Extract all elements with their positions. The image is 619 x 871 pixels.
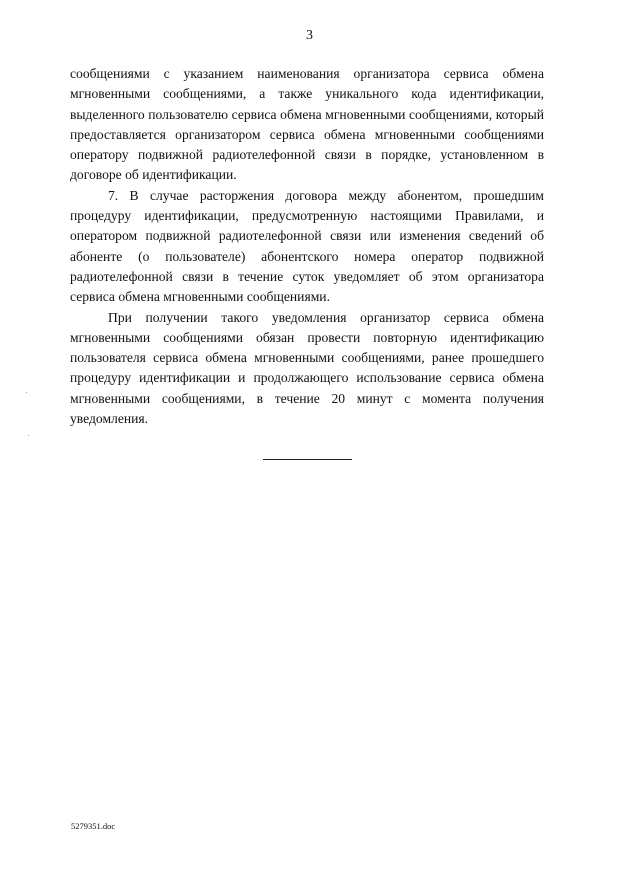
paragraph-continuation: сообщениями с указанием наименования организатора сервиса обмена мгновенными сообщениями, а также уникального кода идентификации, выделенного пользователю сервиса обмена мгновенными сообщениями, который предоставляется организатором сервиса обмена мгновенными сообщениями оператору подвижной радиотелефонной связи в порядке, установленном в договоре об идентификации.: [70, 66, 544, 183]
paragraph-notification: При получении такого уведомления организатор сервиса обмена мгновенными сообщениями обязан провести повторную идентификацию пользователя сервиса обмена мгновенными сообщениями, ранее прошедшего процедуру идентификации и продолжающего использование сервиса обмена мгновенными сообщениями, в течение 20 минут с момента получения уведомления.: [70, 309, 544, 427]
document-body: [70, 64, 544, 429]
page-number: 3: [306, 28, 313, 43]
scan-speck: [26, 392, 27, 393]
end-of-text-separator: [263, 459, 352, 460]
paragraph-clause-7: 7. В случае расторжения договора между абонентом, прошедшим процедуру идентификации, предусмотренную настоящими Правилами, и оператором подвижной радиотелефонной связи или изменения сведений об абоненте (о пользователе) абонентского номера оператор подвижной радиотелефонной связи в течение суток уведомляет об этом организатора сервиса обмена мгновенными сообщениями.: [70, 187, 544, 305]
document-file-id: 5279351.doc: [71, 821, 116, 831]
scan-speck: [28, 435, 29, 436]
